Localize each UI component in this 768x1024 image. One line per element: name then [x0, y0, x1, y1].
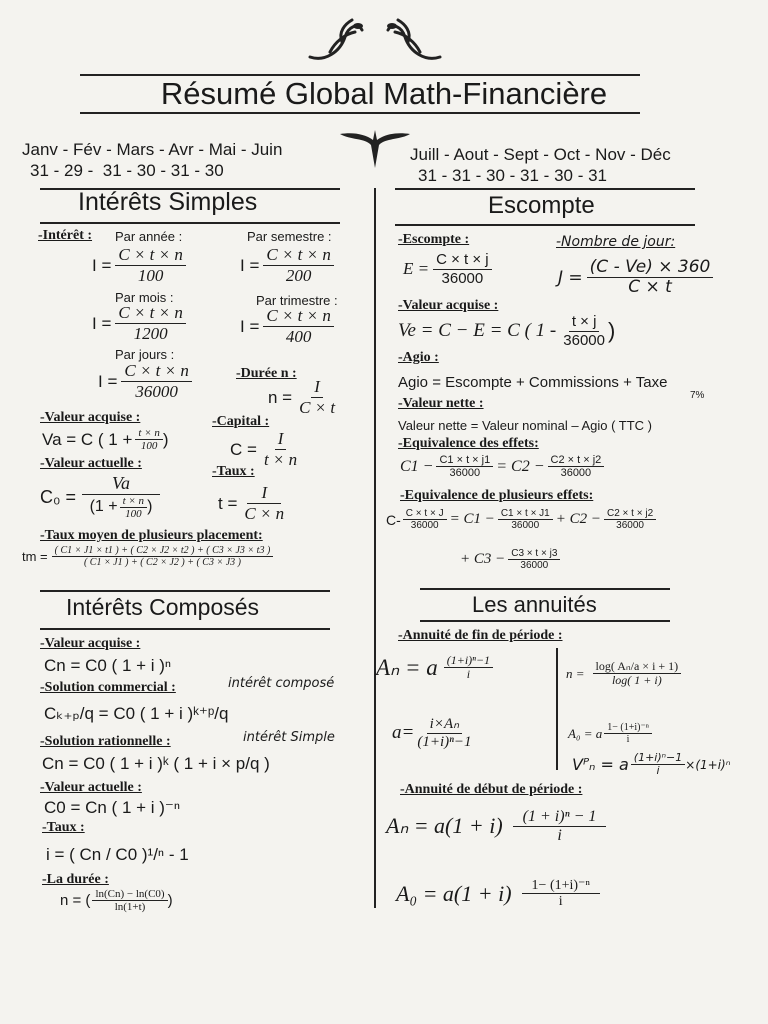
vp-eq: Vᴾₙ = a — [572, 755, 629, 775]
frac-den: i — [558, 894, 563, 910]
solution-rationnelle-label: -Solution rationnelle : — [40, 734, 171, 749]
frac-num: log( Aₙ/a × i + 1) — [593, 660, 682, 674]
frac-num: t × n — [120, 495, 147, 508]
frac-num: i×Aₙ — [427, 716, 462, 734]
frac-num: C × t × n — [263, 307, 334, 327]
frac-den: i — [656, 764, 660, 778]
da0-eq: A₀ = a(1 + i) — [396, 881, 512, 907]
solution-commercial-formula: Cₖ₊ₚ/q = C0 ( 1 + i )ᵏ⁺ᵖ/q — [44, 704, 229, 723]
taux-formula — [218, 484, 287, 523]
frac-num: C × t × n — [115, 246, 186, 266]
valeur-nette-formula: Valeur nette = Valeur nominal – Agio ( TTC ) — [398, 418, 652, 433]
frac-den: 36000 — [410, 520, 439, 531]
frac-num: t × j — [569, 314, 600, 332]
annuite-a0-formula — [568, 722, 652, 746]
a-eq: a= — [392, 722, 415, 744]
es-valeur-acquise-formula — [398, 314, 615, 349]
frac-num: C × t × J — [403, 508, 447, 520]
frac-den: 400 — [285, 326, 312, 346]
frac-den: i — [626, 734, 630, 745]
equivalence-plusieurs-label: -Equivalence de plusieurs effets: — [400, 488, 594, 503]
frac-den: C × n — [244, 503, 285, 523]
annuite-debut-a0-formula — [396, 878, 600, 910]
frac-num: (C - Ve) × 360 — [587, 258, 714, 278]
par-trimestre-label: Par trimestre : — [256, 293, 338, 308]
title-bottom-rule — [80, 112, 640, 114]
months-second-half-days: 31 - 31 - 30 - 31 - 30 - 31 — [418, 166, 607, 185]
frac-den: log( 1 + i) — [611, 673, 662, 688]
escompte-heading: Escompte — [488, 192, 595, 219]
equivalence-effets-label: -Equivalence des effets: — [398, 436, 539, 451]
interet-annee-formula — [92, 246, 186, 285]
annuite-fin-an-formula — [376, 654, 493, 682]
interets-simples-bottom-rule — [40, 222, 340, 224]
frac-num: (1+i)ⁿ−1 — [444, 654, 493, 668]
annuite-debut-an-formula — [386, 808, 606, 845]
ic-taux-label: -Taux : — [42, 820, 85, 835]
a0-eq: A₀ = a — [568, 725, 603, 741]
frac-num: ( C1 × J1 × t1 ) + ( C2 × J2 × t2 ) + ( C3 × J3 × t3 ) — [52, 545, 274, 557]
frac-num: C2 × t × j2 — [548, 454, 605, 467]
ve-left: Ve = C − E = C ( 1 - — [398, 320, 557, 342]
solution-commercial-label: -Solution commercial : — [40, 680, 176, 695]
debut-periode-label: -Annuité de début de période : — [400, 782, 583, 797]
frac-den: 36000 — [616, 520, 644, 531]
ep-c2: + C2 − — [555, 511, 601, 528]
frac-den: 36000 — [449, 467, 481, 480]
months-second-half-names: Juill - Aout - Sept - Oct - Nov - Déc — [410, 145, 671, 164]
interet-mois-formula — [92, 304, 186, 343]
taux-moyen-label: -Taux moyen de plusieurs placement: — [40, 528, 263, 543]
es-valeur-acquise-label: -Valeur acquise : — [398, 298, 499, 313]
frac-den: 36000 — [520, 560, 549, 571]
interet-semestre-formula — [240, 246, 334, 285]
solution-commercial-note: intérêt composé — [228, 676, 335, 691]
duree-label: -Durée n : — [236, 366, 297, 381]
column-divider — [374, 188, 376, 908]
par-semestre-label: Par semestre : — [247, 229, 332, 244]
valeur-actuelle-label: -Valeur actuelle : — [40, 456, 142, 471]
t-eq: t = — [218, 493, 238, 513]
valeur-acquise-formula — [42, 427, 169, 453]
eq-mid: = C2 − — [496, 457, 545, 475]
ep-c: C- — [386, 511, 401, 528]
equivalence-effets-formula — [400, 454, 604, 480]
interets-composes-top-rule — [40, 590, 330, 592]
eq-c1: C1 − — [400, 457, 434, 475]
ep-c3: + C3 − — [460, 551, 506, 568]
frac-num: C2 × t × j2 — [604, 508, 656, 520]
par-annee-label: Par année : — [115, 229, 183, 244]
interets-composes-heading: Intérêts Composés — [66, 594, 260, 620]
vact-den-left: (1 + — [89, 498, 118, 516]
e-eq: E = — [403, 259, 430, 279]
interet-trimestre-formula — [240, 307, 334, 346]
frac-num: (1+i)ⁿ−1 — [631, 752, 685, 765]
vact-den-right: ) — [147, 498, 153, 516]
valeur-actuelle-formula — [40, 474, 160, 521]
ic-taux-formula: i = ( Cn / C0 )¹/ⁿ - 1 — [46, 845, 189, 864]
annuite-vp-formula — [572, 752, 731, 778]
par-jours-label: Par jours : — [115, 347, 175, 362]
frac-den: (1+i)ⁿ−1 — [417, 733, 472, 750]
frac-den: 100 — [140, 440, 158, 453]
interet-label: -Intérêt : — [38, 228, 93, 243]
an-eq: Aₙ = a — [376, 654, 438, 680]
va-left: Va = C ( 1 + — [42, 429, 133, 449]
i-eq: I = — [240, 255, 260, 275]
c-eq: C = — [230, 439, 257, 459]
frac-num: ln(Cn) − ln(C0) — [92, 888, 167, 901]
ic-valeur-acquise-formula: Cn = C0 ( 1 + i )ⁿ — [44, 656, 172, 675]
c0-eq: C₀ = — [40, 486, 76, 507]
equivalence-plusieurs-formula-line2 — [460, 548, 560, 572]
interets-composes-bottom-rule — [40, 628, 330, 630]
agio-formula: Agio = Escompte + Commissions + Taxe — [398, 374, 668, 391]
frac-den: 100 — [137, 265, 164, 285]
frac-den — [87, 495, 156, 521]
fin-periode-label: -Annuité de fin de période : — [398, 628, 563, 643]
ic-duree-formula — [60, 888, 173, 914]
ic-valeur-actuelle-label: -Valeur actuelle : — [40, 780, 142, 795]
months-first-half-names: Janv - Fév - Mars - Avr - Mai - Juin — [22, 140, 283, 159]
ic-duree-label: -La durée : — [42, 872, 109, 887]
nombre-jours-note: -Nombre de jour: — [556, 234, 676, 250]
frac-num: t × n — [135, 427, 162, 440]
j-eq: J = — [558, 267, 583, 288]
ornament-middle-icon — [335, 120, 415, 170]
par-mois-label: Par mois : — [115, 290, 174, 305]
i-eq: I = — [98, 371, 118, 391]
frac-den: C × t — [299, 397, 336, 417]
frac-num: I — [275, 430, 287, 450]
frac-num: C × t × n — [121, 362, 192, 382]
frac-den: 200 — [285, 265, 312, 285]
taux-label: -Taux : — [212, 464, 255, 479]
frac-num: I — [247, 484, 281, 504]
duree-formula — [268, 378, 338, 417]
ic-valeur-acquise-label: -Valeur acquise : — [40, 636, 141, 651]
vp-suffix: ×(1+i)ⁿ — [685, 757, 731, 772]
frac-num: (1 + i)ⁿ − 1 — [513, 808, 607, 827]
annuite-a-formula — [392, 716, 474, 751]
solution-rationnelle-formula: Cn = C0 ( 1 + i )ᵏ ( 1 + i × p/q ) — [42, 754, 270, 773]
i-eq: I = — [240, 316, 260, 336]
agio-label: -Agio : — [398, 350, 439, 365]
tm-eq: tm = — [22, 549, 48, 565]
frac-num: C1 × t × j1 — [436, 454, 493, 467]
ic-valeur-actuelle-formula: C0 = Cn ( 1 + i )⁻ⁿ — [44, 798, 181, 817]
valeur-acquise-label: -Valeur acquise : — [40, 410, 141, 425]
frac-num: 1− (1+i)⁻ⁿ — [522, 878, 600, 894]
frac-num: Va — [82, 474, 160, 495]
frac-den: 36000 — [441, 269, 484, 287]
frac-den: 100 — [125, 507, 142, 520]
escompte-bottom-rule — [395, 224, 695, 226]
paren-close: ) — [167, 892, 173, 910]
annuites-top-rule — [420, 588, 670, 590]
frac-num: C1 × t × J1 — [498, 508, 553, 520]
frac-num: 1− (1+i)⁻ⁿ — [604, 722, 652, 734]
frac-num: I — [311, 378, 323, 398]
agio-taxe: 7% — [690, 390, 705, 401]
n-eq: n = — [268, 387, 293, 407]
annuites-inner-divider — [556, 648, 558, 770]
ornament-top-icon — [300, 12, 450, 72]
frac-num: C × t × j — [433, 252, 492, 270]
escompte-top-rule — [395, 188, 695, 190]
page-title: Résumé Global Math-Financière — [160, 76, 608, 111]
frac-num: C × t × n — [263, 246, 334, 266]
n-eq: n = — [566, 665, 585, 681]
frac-den: 1200 — [133, 323, 168, 343]
interets-simples-heading: Intérêts Simples — [78, 188, 258, 216]
taux-moyen-formula — [22, 545, 273, 569]
nombre-jours-formula — [558, 258, 713, 297]
frac-num: C3 × t × j3 — [508, 548, 560, 560]
paren-close: ) — [162, 429, 169, 449]
solution-rationnelle-note: intérêt Simple — [243, 730, 335, 745]
frac-den: 36000 — [135, 381, 178, 401]
paren-close: ) — [607, 318, 616, 344]
frac-den: 36000 — [563, 331, 605, 349]
i-eq: I = — [92, 313, 112, 333]
annuite-n-formula — [566, 660, 681, 688]
frac-num: C × t × n — [115, 304, 186, 324]
equivalence-plusieurs-formula — [386, 508, 656, 532]
annuites-heading: Les annuités — [472, 592, 597, 617]
i-eq: I = — [92, 255, 112, 275]
ep-c1: = C1 − — [449, 511, 495, 528]
interet-jours-formula — [98, 362, 192, 401]
frac-den: 36000 — [560, 467, 592, 480]
frac-den: C × t — [628, 276, 672, 297]
frac-den: i — [466, 667, 471, 682]
frac-den: t × n — [263, 449, 298, 469]
escompte-label: -Escompte : — [398, 232, 470, 247]
frac-den: ln(1+t) — [114, 901, 146, 914]
capital-label: -Capital : — [212, 414, 270, 429]
frac-den: ( C1 × J1 ) + ( C2 × J2 ) + ( C3 × J3 ) — [83, 557, 241, 568]
annuites-bottom-rule — [420, 620, 670, 622]
frac-den: 36000 — [511, 520, 540, 531]
frac-den: i — [557, 826, 562, 844]
duree-eq: n = ( — [60, 892, 91, 910]
months-first-half-days: 31 - 29 - 31 - 30 - 31 - 30 — [30, 161, 224, 180]
valeur-nette-label: -Valeur nette : — [398, 396, 484, 411]
escompte-formula — [403, 252, 492, 287]
dan-eq: Aₙ = a(1 + i) — [386, 813, 503, 839]
